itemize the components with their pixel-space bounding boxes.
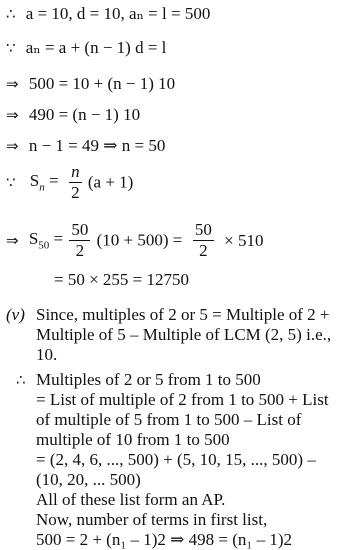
because-symbol: ∵ xyxy=(6,173,16,192)
equation-line-3 xyxy=(6,74,175,94)
equation-line-2 xyxy=(6,38,166,58)
implies-symbol: ⇒ xyxy=(6,137,19,155)
s50-subscript: 50 xyxy=(38,239,50,252)
s50-computation: ⇒ $S_{50}$ = $\frac{50}{2}$ (10 + 500) = $\frac{50}{2}$ × 510 xyxy=(6,220,264,260)
part-v-label xyxy=(6,305,25,325)
block-line-2: = List of multiple of 2 from 1 to 500 + List xyxy=(36,390,329,409)
fraction-numerator: 50 xyxy=(194,220,212,239)
block-line-7: All of these list form an AP. xyxy=(36,490,226,509)
implies-symbol: ⇒ xyxy=(6,75,19,93)
s50-fraction-2 xyxy=(193,220,214,261)
block-line-3: of multiple of 5 from 1 to 500 – List of xyxy=(36,410,302,429)
implies-symbol: ⇒ xyxy=(6,106,19,124)
equation-line-1 xyxy=(6,4,210,24)
fraction-numerator: 50 xyxy=(71,220,89,239)
block-line-5: = (2, 4, 6, ..., 500) + (5, 10, 15, ..., 500) – xyxy=(36,450,316,469)
block-line-9: 500 = 2 + (n₁ – 1)2 ⇒ 498 = (n₁ – 1)2 xyxy=(36,530,293,549)
sn-rhs: (a + 1) xyxy=(87,172,134,192)
s50-middle: (10 + 500) = xyxy=(96,230,187,250)
implies-symbol: ⇒ xyxy=(6,231,19,250)
part-v-line-3: 10. xyxy=(36,345,58,364)
equation-line-5 xyxy=(6,136,165,156)
block-line-4: multiple of 10 from 1 to 500 xyxy=(36,430,230,449)
sn-subscript: n xyxy=(39,181,45,194)
equation-text: 500 = 10 + (n − 1) 10 xyxy=(28,74,176,93)
part-label: (v) xyxy=(6,305,25,324)
s50-result: = 50 × 255 = 12750 xyxy=(54,270,190,289)
sn-equals: = xyxy=(44,171,63,191)
s50-fraction-1 xyxy=(69,220,90,261)
sn-fraction-denominator: 2 xyxy=(71,183,80,202)
therefore-symbol: ∴ xyxy=(16,371,26,389)
sn-fraction-numerator: n xyxy=(71,162,80,181)
fraction-denominator: 2 xyxy=(75,241,85,260)
sn-fraction xyxy=(69,162,82,203)
sn-formula xyxy=(6,162,133,203)
because-symbol: ∵ xyxy=(6,39,16,57)
s50-tail: × 510 xyxy=(224,230,264,250)
equation-text: aₙ = a + (n − 1) d = l xyxy=(25,38,167,57)
therefore-block-symbol xyxy=(16,370,26,390)
equation-text: a = 10, d = 10, aₙ = l = 500 xyxy=(25,4,211,23)
part-v-line-2: Multiple of 5 – Multiple of LCM (2, 5) i.e., xyxy=(36,325,332,344)
fraction-denominator: 2 xyxy=(199,241,208,260)
equation-line-4 xyxy=(6,105,140,125)
sn-lhs: S xyxy=(29,171,40,191)
equation-text: 490 = (n − 1) 10 xyxy=(28,105,141,124)
therefore-symbol: ∴ xyxy=(6,5,16,23)
block-line-1: Multiples of 2 or 5 from 1 to 500 xyxy=(36,370,261,389)
block-line-8: Now, number of terms in first list, xyxy=(36,510,268,529)
equation-text: n − 1 = 49 ⇒ n = 50 xyxy=(28,136,166,155)
s50-lhs: S xyxy=(28,229,39,249)
block-line-6: (10, 20, ... 500) xyxy=(36,470,141,489)
part-v-line-1: Since, multiples of 2 or 5 = Multiple of 2 + xyxy=(36,305,330,324)
